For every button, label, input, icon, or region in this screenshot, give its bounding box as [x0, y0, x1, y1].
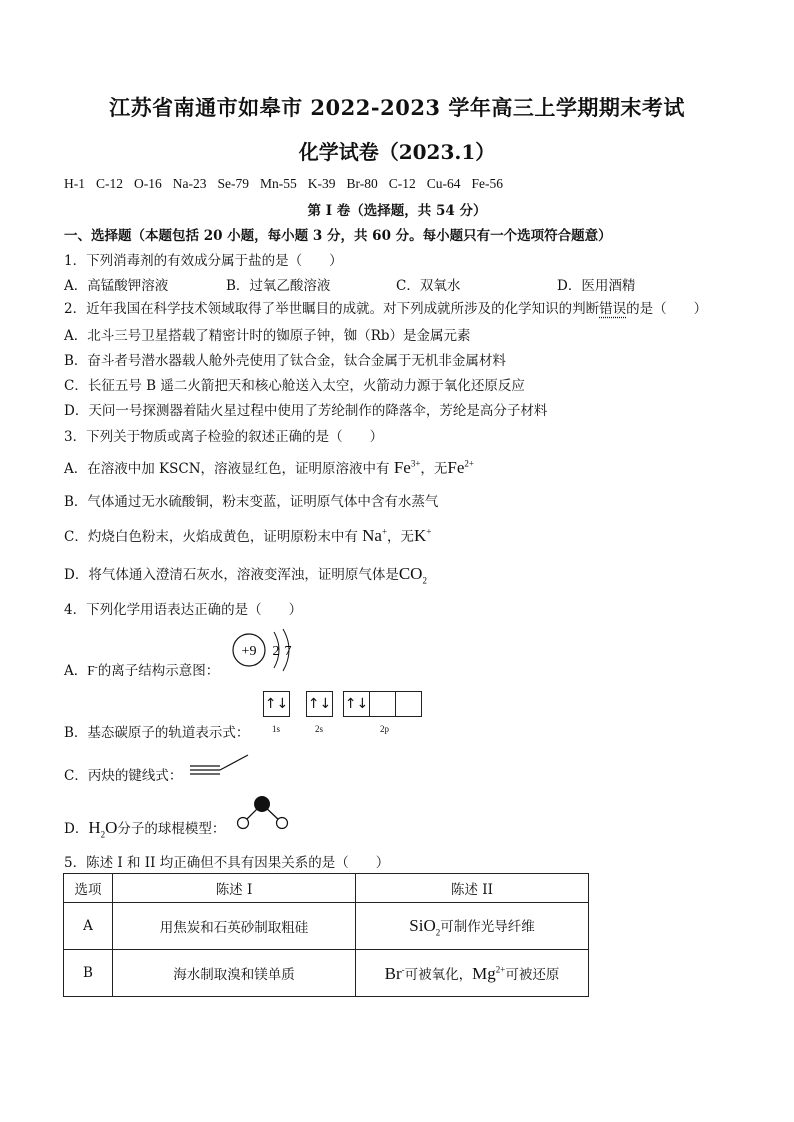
atomic-mass: O-16 [134, 176, 162, 191]
q4-option-c: C．丙炔的键线式： [64, 768, 183, 784]
orbital-label-2p: 2p [380, 724, 389, 734]
propyne-skeletal-formula [188, 752, 252, 778]
q3-c-text: C．灼烧白色粉末，火焰成黄色，证明原粉末中有 [64, 529, 358, 545]
subscript: 2 [100, 829, 106, 840]
header-statement-1: 陈述 I [113, 874, 356, 903]
question-3-stem: 3．下列关于物质或离子检验的叙述正确的是（ ） [64, 429, 384, 445]
nucleus-charge: +9 [241, 644, 257, 659]
orbital-1s-box: ↑↓ [263, 691, 290, 717]
q3-a-text: A．在溶液中加 KSCN，溶液显红色，证明原溶液中有 [64, 461, 390, 477]
q3-a-ion1 [394, 458, 421, 477]
ion-symbol: Na [362, 526, 382, 545]
statement-table [63, 873, 589, 997]
q2-option-c: C．长征五号 B 遥二火箭把天和核心舱送入太空，火箭动力源于氧化还原反应 [64, 378, 525, 394]
statement-text: 可被氧化， [404, 966, 473, 983]
orbital-2p-box-3 [395, 691, 422, 717]
oxygen-atom [254, 796, 270, 812]
q4-option-b: B．基态碳原子的轨道表示式： [64, 725, 250, 741]
formula-o: O [105, 818, 118, 837]
section-title: 第 I 卷（选择题，共 54 分） [307, 203, 487, 219]
formula-h: H [88, 818, 101, 837]
q4-a-text: 的离子结构示意图： [97, 663, 220, 679]
q1-option-c: C．双氧水 [396, 278, 461, 294]
question-4-stem: 4．下列化学用语表达正确的是（ ） [64, 602, 303, 618]
exam-subtitle: 化学试卷（2023.1） [298, 140, 496, 164]
q1-option-d: D．医用酒精 [557, 278, 636, 294]
ion-symbol: K [414, 526, 427, 545]
table-row [64, 903, 589, 950]
q4-d-text: 分子的球棍模型： [117, 821, 226, 837]
table-row [64, 950, 589, 997]
q4-option-a [64, 659, 219, 679]
shell-electrons-2: 7 [284, 644, 292, 659]
q3-a-mid: ，无 [420, 461, 448, 477]
statement-text: 可制作光导纤维 [440, 918, 535, 935]
exam-title: 江苏省南通市如皋市 2022-2023 学年高三上学期期末考试 [109, 95, 685, 120]
water-ball-stick-model [232, 794, 294, 834]
ion-charge: 2+ [495, 963, 506, 974]
atomic-mass: C-12 [388, 176, 416, 191]
ion-charge: + [381, 526, 388, 537]
subscript: 2 [422, 575, 427, 586]
formula [409, 915, 441, 938]
q2-option-a: A．北斗三号卫星搭载了精密计时的铷原子钟，铷（Rb）是金属元素 [64, 328, 471, 344]
q3-c-ion1 [362, 526, 387, 545]
orbital-2s-box: ↑↓ [306, 691, 333, 717]
q2-stem-post: 的是（ ） [626, 301, 708, 317]
row-statement-1: 海水制取溴和镁单质 [113, 950, 356, 997]
q2-stem-pre: 2．近年我国在科学技术领域取得了举世瞩目的成就。对下列成就所涉及的化学知识的判断 [64, 301, 600, 317]
q1-option-a: A．高锰酸钾溶液 [64, 278, 169, 294]
ion-charge: - [94, 661, 98, 672]
orbital-label-2s: 2s [315, 724, 324, 734]
fluoride-ion [87, 663, 98, 678]
table-header-row [64, 874, 589, 903]
row-option: B [64, 950, 113, 997]
shell-electrons-1: 2 [272, 644, 280, 659]
atomic-mass: C-12 [96, 176, 123, 191]
orbital-2p-box-2 [369, 691, 396, 717]
ion-symbol: Mg [472, 963, 496, 983]
q3-option-d [64, 563, 427, 585]
formula-text: SiO [409, 915, 436, 935]
atomic-mass: Cu-64 [426, 176, 461, 191]
hydrogen-atom-right [277, 818, 288, 829]
ion [385, 964, 405, 983]
atomic-mass: H-1 [64, 176, 85, 191]
q2-option-d: D．天问一号探测器着陆火星过程中使用了芳纶制作的降落伞，芳纶是高分子材料 [64, 403, 548, 419]
row-option: A [64, 903, 113, 950]
atomic-mass: Fe-56 [471, 176, 503, 191]
ion-symbol: F [87, 663, 95, 678]
ion-symbol: Fe [447, 458, 465, 477]
option-label: D． [64, 821, 89, 837]
subscript: 2 [435, 927, 441, 938]
ion [472, 964, 505, 983]
ion-structure-diagram [228, 626, 308, 674]
row-statement-1: 用焦炭和石英砂制取粗硅 [113, 903, 356, 950]
ion-charge: + [426, 526, 432, 537]
orbital-2p-box-1: ↑↓ [343, 691, 370, 717]
single-bond-line [220, 755, 248, 770]
q3-option-b: B．气体通过无水硫酸铜，粉末变蓝，证明原气体中含有水蒸气 [64, 494, 439, 510]
atomic-mass: Br-80 [346, 176, 378, 191]
atomic-mass: Na-23 [172, 176, 207, 191]
q1-option-b: B．过氧乙酸溶液 [226, 278, 331, 294]
header-statement-2: 陈述 II [356, 874, 589, 903]
water-formula [88, 818, 118, 840]
option-label: A． [64, 663, 88, 679]
formula: CO [398, 564, 423, 583]
statement-text: 可被还原 [505, 966, 560, 983]
atomic-mass: K-39 [307, 176, 336, 191]
ion-charge: 3+ [410, 458, 421, 469]
ion-charge: 2+ [464, 458, 474, 469]
question-1-stem: 1．下列消毒剂的有效成分属于盐的是（ ） [64, 253, 343, 269]
row-statement-2 [356, 950, 589, 997]
part-heading: 一、选择题（本题包括 20 小题，每小题 3 分，共 60 分。每小题只有一个选项符合题意） [64, 228, 612, 244]
atomic-masses [64, 176, 514, 192]
q4-option-d [64, 817, 225, 839]
atomic-mass: Se-79 [217, 176, 249, 191]
ion-symbol: Br [384, 963, 402, 983]
question-5-stem: 5．陈述 I 和 II 均正确但不具有因果关系的是（ ） [64, 855, 390, 871]
q3-option-c [64, 525, 431, 546]
row-statement-2 [356, 903, 589, 950]
q3-d-formula [398, 564, 427, 586]
question-2-stem [64, 297, 707, 317]
q3-option-a [64, 457, 474, 478]
q3-d-text: D．将气体通入澄清石灰水，溶液变浑浊，证明原气体是 [64, 567, 399, 583]
hydrogen-atom-left [238, 818, 249, 829]
ion-symbol: Fe [393, 458, 411, 477]
q2-stem-emphasis: 错误 [599, 301, 627, 317]
atomic-mass: Mn-55 [260, 176, 297, 191]
ion-charge: - [401, 963, 405, 974]
header-option: 选项 [64, 874, 113, 903]
orbital-label-1s: 1s [272, 724, 281, 734]
q2-option-b: B．奋斗者号潜水器载人舱外壳使用了钛合金，钛合金属于无机非金属材料 [64, 353, 506, 369]
q3-c-ion2 [414, 526, 431, 545]
q3-c-mid: ，无 [387, 529, 415, 545]
q3-a-ion2 [447, 458, 474, 477]
